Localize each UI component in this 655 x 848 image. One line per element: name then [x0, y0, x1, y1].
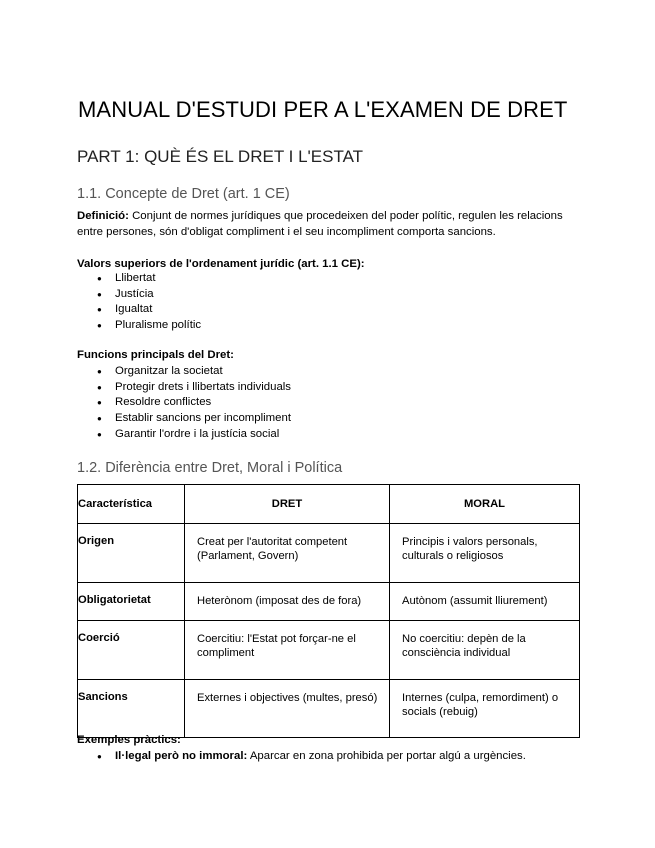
- table-cell: Creat per l'autoritat competent (Parlament, Govern): [185, 524, 390, 583]
- values-list: [97, 271, 201, 334]
- section-1-2-heading: 1.2. Diferència entre Dret, Moral i Política: [77, 460, 343, 476]
- table-row: [78, 621, 580, 680]
- table-header-cell: Característica: [78, 485, 185, 524]
- list-item: ● Establir sancions per incompliment: [97, 411, 291, 427]
- list-item: ● Protegir drets i llibertats individuals: [97, 380, 291, 396]
- document-title: MANUAL D'ESTUDI PER A L'EXAMEN DE DRET: [78, 97, 568, 122]
- definition-text: Conjunt de normes jurídiques que procedeixen del poder polític, regulen les relacions entre persones, són d'obligat compliment i el seu incompliment comporta sancions.: [77, 210, 563, 238]
- values-label: Valors superiors de l'ordenament jurídic (art. 1.1 CE):: [77, 258, 365, 270]
- list-item: ● Resoldre conflictes: [97, 395, 291, 411]
- part1-heading: PART 1: QUÈ ÉS EL DRET I L'ESTAT: [77, 147, 364, 166]
- table-cell: Internes (culpa, remordiment) o socials (rebuig): [390, 680, 580, 738]
- table-cell: Coerció: [78, 621, 185, 680]
- list-item: ● Organitzar la societat: [97, 364, 291, 380]
- table-cell: Obligatorietat: [78, 583, 185, 621]
- table-cell: Principis i valors personals, culturals o religiosos: [390, 524, 580, 583]
- table-row: [78, 583, 580, 621]
- comparison-table: [77, 484, 580, 738]
- examples-list: [97, 749, 526, 765]
- table-cell: Externes i objectives (multes, presó): [185, 680, 390, 738]
- table-header-cell: DRET: [185, 485, 390, 524]
- definition-label: Definició:: [77, 210, 129, 222]
- section-1-1-heading: 1.1. Concepte de Dret (art. 1 CE): [77, 186, 290, 202]
- table-cell: Autònom (assumit lliurement): [390, 583, 580, 621]
- functions-list: [97, 364, 291, 442]
- table-row: [78, 680, 580, 738]
- list-item: ● Garantir l'ordre i la justícia social: [97, 427, 291, 443]
- list-item: ● Justícia: [97, 287, 201, 303]
- example-bold-label: Il·legal però no immoral:: [115, 750, 248, 762]
- list-item: [97, 749, 526, 765]
- table-cell: Heterònom (imposat des de fora): [185, 583, 390, 621]
- table-cell: Coercitiu: l'Estat pot forçar-ne el compliment: [185, 621, 390, 680]
- table-header-cell: MORAL: [390, 485, 580, 524]
- table-cell: Sancions: [78, 680, 185, 738]
- list-item: ● Pluralisme polític: [97, 318, 201, 334]
- functions-label: Funcions principals del Dret:: [77, 349, 234, 361]
- table-cell: No coercitiu: depèn de la consciència individual: [390, 621, 580, 680]
- table-header-row: [78, 485, 580, 524]
- definition-paragraph: [77, 208, 577, 240]
- list-item: ● Llibertat: [97, 271, 201, 287]
- table-row: [78, 524, 580, 583]
- table-cell: Origen: [78, 524, 185, 583]
- examples-label: Exemples pràctics:: [77, 734, 181, 746]
- list-item: ● Igualtat: [97, 302, 201, 318]
- example-text: Aparcar en zona prohibida per portar algú a urgències.: [249, 750, 526, 762]
